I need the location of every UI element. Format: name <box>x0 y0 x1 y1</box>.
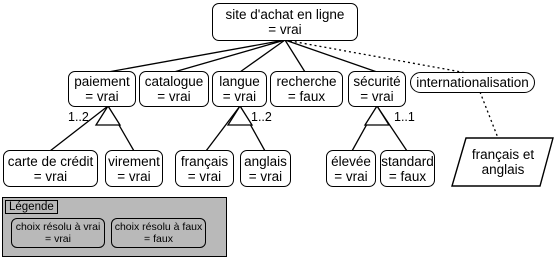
feature-recherche-name: recherche <box>276 74 337 89</box>
feature-standard-name: standard <box>381 153 434 169</box>
feature-carte-de-credit <box>3 150 98 187</box>
feature-francais-name: français <box>180 153 229 169</box>
legend-false-box <box>111 218 206 248</box>
feature-standard-value: = faux <box>388 168 427 184</box>
edge-root-langue <box>240 40 285 72</box>
legend <box>2 197 227 257</box>
feature-root-value: = vrai <box>268 22 302 37</box>
cardinality-paiement: 1..2 <box>68 110 89 124</box>
feature-carte-de-credit-value: = vrai <box>33 168 68 184</box>
group-arc-securite <box>365 106 389 125</box>
legend-true-line2: = vrai <box>45 233 71 245</box>
feature-recherche <box>270 71 343 107</box>
feature-elevee-name: élevée <box>331 153 371 169</box>
edge-root-paiement <box>108 40 285 72</box>
feature-elevee <box>326 150 376 187</box>
edge-root-securite <box>285 40 377 72</box>
feature-francais <box>175 150 234 187</box>
feature-langue <box>212 71 267 107</box>
feature-recherche-value: = faux <box>287 89 326 104</box>
feature-catalogue-name: catalogue <box>144 74 204 89</box>
feature-paiement <box>68 71 136 107</box>
feature-standard <box>380 150 435 187</box>
feature-anglais-name: anglais <box>244 153 287 169</box>
feature-root-name: site d'achat en ligne <box>225 7 345 22</box>
feature-securite-value: = vrai <box>360 89 394 104</box>
feature-catalogue-value: = vrai <box>157 89 191 104</box>
legend-true-line1: choix résolu à vrai <box>15 221 101 233</box>
legend-false-line2: = faux <box>144 233 173 245</box>
feature-virement <box>105 150 163 187</box>
constraint-label-line2: anglais <box>481 162 525 177</box>
legend-title: Légende <box>5 200 58 214</box>
feature-virement-value: = vrai <box>117 168 151 184</box>
feature-carte-de-credit-name: carte de crédit <box>7 153 94 169</box>
feature-virement-name: virement <box>108 153 160 169</box>
feature-catalogue <box>139 71 209 107</box>
feature-langue-name: langue <box>219 74 260 89</box>
legend-true-box <box>11 218 105 248</box>
cardinality-securite: 1..1 <box>394 110 415 124</box>
legend-false-line1: choix résolu à faux <box>114 221 203 233</box>
cardinality-langue: 1..2 <box>251 110 272 124</box>
edge-root-recherche <box>285 40 305 72</box>
feature-root <box>212 3 358 41</box>
feature-anglais-value: = vrai <box>248 168 283 184</box>
edge-internationalisation-constraint <box>480 92 498 138</box>
feature-anglais <box>240 150 291 187</box>
feature-internationalisation-name: internationalisation <box>416 75 529 90</box>
edge-langue-group-left <box>206 106 240 151</box>
constraint-label <box>458 140 548 184</box>
feature-langue-value: = vrai <box>222 89 257 104</box>
feature-paiement-name: paiement <box>74 74 130 89</box>
feature-securite-name: sécurité <box>353 74 401 89</box>
feature-internationalisation <box>410 72 535 93</box>
constraint-label-line1: français et <box>471 147 535 162</box>
group-arc-paiement <box>96 106 120 125</box>
group-arc-langue <box>228 106 252 125</box>
edge-root-internationalisation <box>285 40 467 73</box>
edge-root-catalogue <box>174 40 285 72</box>
feature-paiement-value: = vrai <box>85 89 119 104</box>
feature-securite <box>348 71 406 107</box>
feature-elevee-value: = vrai <box>334 168 368 184</box>
feature-francais-value: = vrai <box>187 168 222 184</box>
